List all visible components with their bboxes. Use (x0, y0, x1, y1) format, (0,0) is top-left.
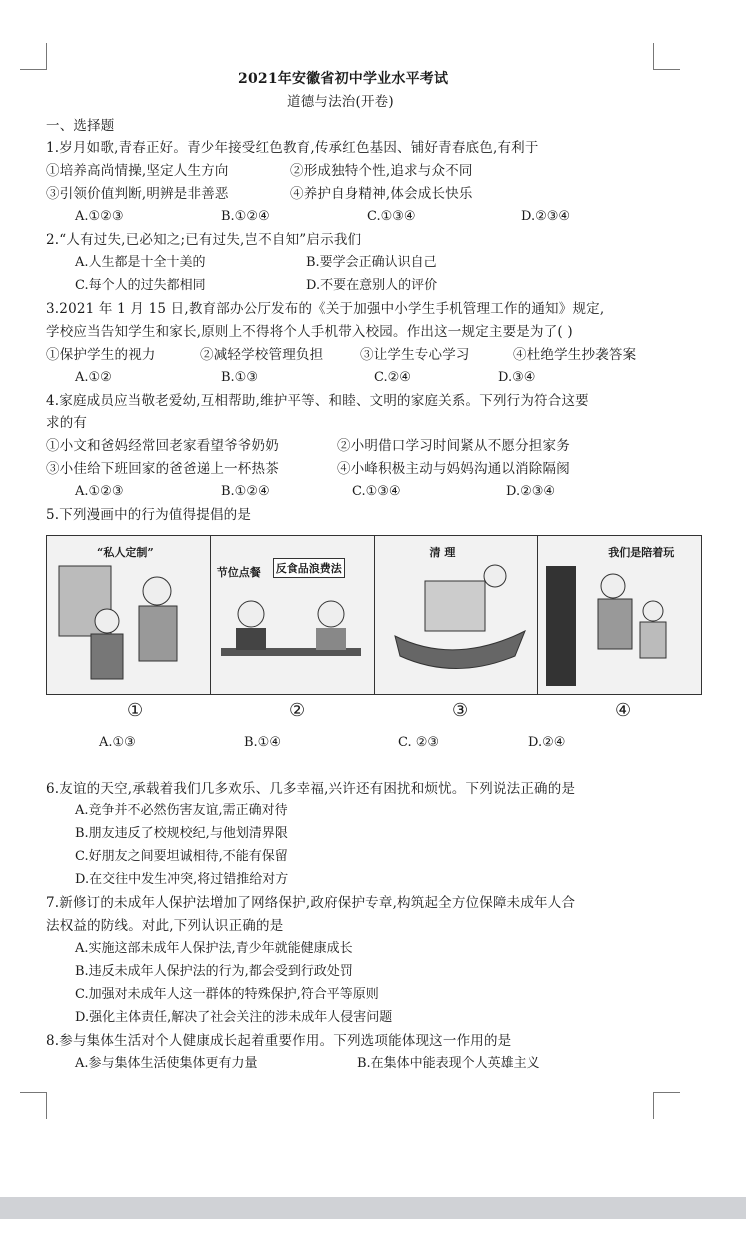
q7-stem-line-2: 法权益的防线。对此,下列认识正确的是 (46, 918, 284, 934)
q8-option-a[interactable]: A.参与集体生活使集体更有力量 (75, 1056, 258, 1071)
panel-number-3: ③ (452, 700, 469, 721)
q7-option-a[interactable]: A.实施这部未成年人保护法,青少年就能健康成长 (75, 941, 353, 956)
q5-option-b[interactable]: B.①④ (244, 735, 281, 750)
q5-option-c[interactable]: C. ②③ (398, 735, 440, 750)
q8-stem: 8.参与集体生活对个人健康成长起着重要作用。下列选项能体现这一作用的是 (46, 1033, 512, 1049)
q4-statement-3: ③小佳给下班回家的爸爸递上一杯热茶 (46, 461, 279, 477)
q3-stem-line-1: 3.2021 年 1 月 15 日,教育部办公厅发布的《关于加强中小学生手机管理工作的通知》规定, (46, 301, 605, 317)
exam-title: 2021年安徽省初中学业水平考试 (238, 71, 449, 87)
q5-stem: 5.下列漫画中的行为值得提倡的是 (46, 507, 252, 523)
q3-stem-line-2: 学校应当告知学生和家长,原则上不得将个人手机带入校园。作出这一规定主要是为了( ) (46, 324, 573, 340)
panel-number-4: ④ (615, 700, 632, 721)
q4-option-b[interactable]: B.①②④ (221, 484, 270, 499)
q3-statement-1: ①保护学生的视力 (46, 347, 156, 363)
q5-option-a[interactable]: A.①③ (99, 735, 136, 750)
panel-3-drawing (375, 536, 538, 694)
q1-option-a[interactable]: A.①②③ (75, 209, 124, 224)
q3-option-d[interactable]: D.③④ (498, 370, 536, 385)
cartoon-panel-2 (211, 536, 375, 694)
q2-option-c[interactable]: C.每个人的过失都相同 (75, 278, 206, 293)
q1-option-b[interactable]: B.①②④ (221, 209, 270, 224)
q4-option-d[interactable]: D.②③④ (506, 484, 556, 499)
q2-option-b[interactable]: B.要学会正确认识自己 (306, 255, 437, 270)
q3-option-c[interactable]: C.②④ (374, 370, 411, 385)
q3-statement-3: ③让学生专心学习 (360, 347, 470, 363)
q3-option-a[interactable]: A.①② (75, 370, 112, 385)
q2-option-a[interactable]: A.人生都是十全十美的 (75, 255, 206, 270)
q6-stem: 6.友谊的天空,承载着我们几多欢乐、几多幸福,兴许还有困扰和烦忧。下列说法正确的是 (46, 781, 576, 797)
crop-mark-bottom-left (20, 1092, 47, 1119)
viewer-bottom-bar (0, 1197, 746, 1219)
q4-statement-4: ④小峰积极主动与妈妈沟通以消除隔阂 (337, 461, 570, 477)
cartoon-strip (46, 535, 702, 695)
q7-option-b[interactable]: B.违反未成年人保护法的行为,都会受到行政处罚 (75, 964, 353, 979)
q1-statement-4: ④养护自身精神,体会成长快乐 (290, 186, 473, 202)
crop-mark-top-right (653, 43, 680, 70)
q4-option-a[interactable]: A.①②③ (75, 484, 124, 499)
q3-statement-4: ④杜绝学生抄袭答案 (513, 347, 637, 363)
panel-4-caption: 我们是陪着玩 (608, 546, 675, 559)
q4-statement-1: ①小文和爸妈经常回老家看望爷爷奶奶 (46, 438, 279, 454)
section-heading: 一、选择题 (46, 118, 115, 134)
q2-option-d[interactable]: D.不要在意别人的评价 (306, 278, 438, 293)
q7-stem-line-1: 7.新修订的未成年人保护法增加了网络保护,政府保护专章,构筑起全方位保障未成年人合 (46, 895, 576, 911)
q6-option-c[interactable]: C.好朋友之间要坦诚相待,不能有保留 (75, 849, 288, 864)
crop-mark-top-left (20, 43, 47, 70)
panel-number-1: ① (127, 700, 144, 721)
q5-option-d[interactable]: D.②④ (528, 735, 566, 750)
q1-option-c[interactable]: C.①③④ (367, 209, 416, 224)
q7-option-d[interactable]: D.强化主体责任,解决了社会关注的涉未成年人侵害问题 (75, 1010, 393, 1025)
q7-option-c[interactable]: C.加强对未成年人这一群体的特殊保护,符合平等原则 (75, 987, 379, 1002)
cartoon-panel-3 (375, 536, 539, 694)
q3-statement-2: ②减轻学校管理负担 (200, 347, 324, 363)
q3-option-b[interactable]: B.①③ (221, 370, 258, 385)
q1-statement-3: ③引领价值判断,明辨是非善恶 (46, 186, 229, 202)
q1-stem: 1.岁月如歌,青春正好。青少年接受红色教育,传承红色基因、铺好青春底色,有利于 (46, 140, 539, 156)
q4-option-c[interactable]: C.①③④ (352, 484, 401, 499)
crop-mark-bottom-right (653, 1092, 680, 1119)
cartoon-panel-4 (538, 536, 701, 694)
panel-3-caption: 清 理 (429, 546, 456, 559)
q1-option-d[interactable]: D.②③④ (521, 209, 571, 224)
q4-stem-line-1: 4.家庭成员应当敬老爱幼,互相帮助,维护平等、和睦、文明的家庭关系。下列行为符合这要 (46, 393, 589, 409)
q2-stem: 2.“人有过失,已必知之;已有过失,岂不自知”启示我们 (46, 232, 362, 248)
panel-number-2: ② (289, 700, 306, 721)
exam-subtitle: 道德与法治(开卷) (287, 94, 394, 110)
q6-option-b[interactable]: B.朋友违反了校规校纪,与他划清界限 (75, 826, 288, 841)
panel-2-caption: 节位点餐 (216, 566, 261, 579)
cartoon-panel-1 (47, 536, 211, 694)
panel-2-sign: 反食品浪费法 (273, 558, 345, 578)
panel-1-caption: “私人定制” (97, 546, 154, 559)
q4-stem-line-2: 求的有 (46, 415, 88, 431)
q6-option-d[interactable]: D.在交往中发生冲突,将过错推给对方 (75, 872, 289, 887)
q1-statement-2: ②形成独特个性,追求与众不同 (290, 163, 473, 179)
q8-option-b[interactable]: B.在集体中能表现个人英雄主义 (357, 1056, 540, 1071)
q4-statement-2: ②小明借口学习时间紧从不愿分担家务 (337, 438, 570, 454)
q6-option-a[interactable]: A.竞争并不必然伤害友谊,需正确对待 (75, 803, 288, 818)
q1-statement-1: ①培养高尚情操,坚定人生方向 (46, 163, 229, 179)
